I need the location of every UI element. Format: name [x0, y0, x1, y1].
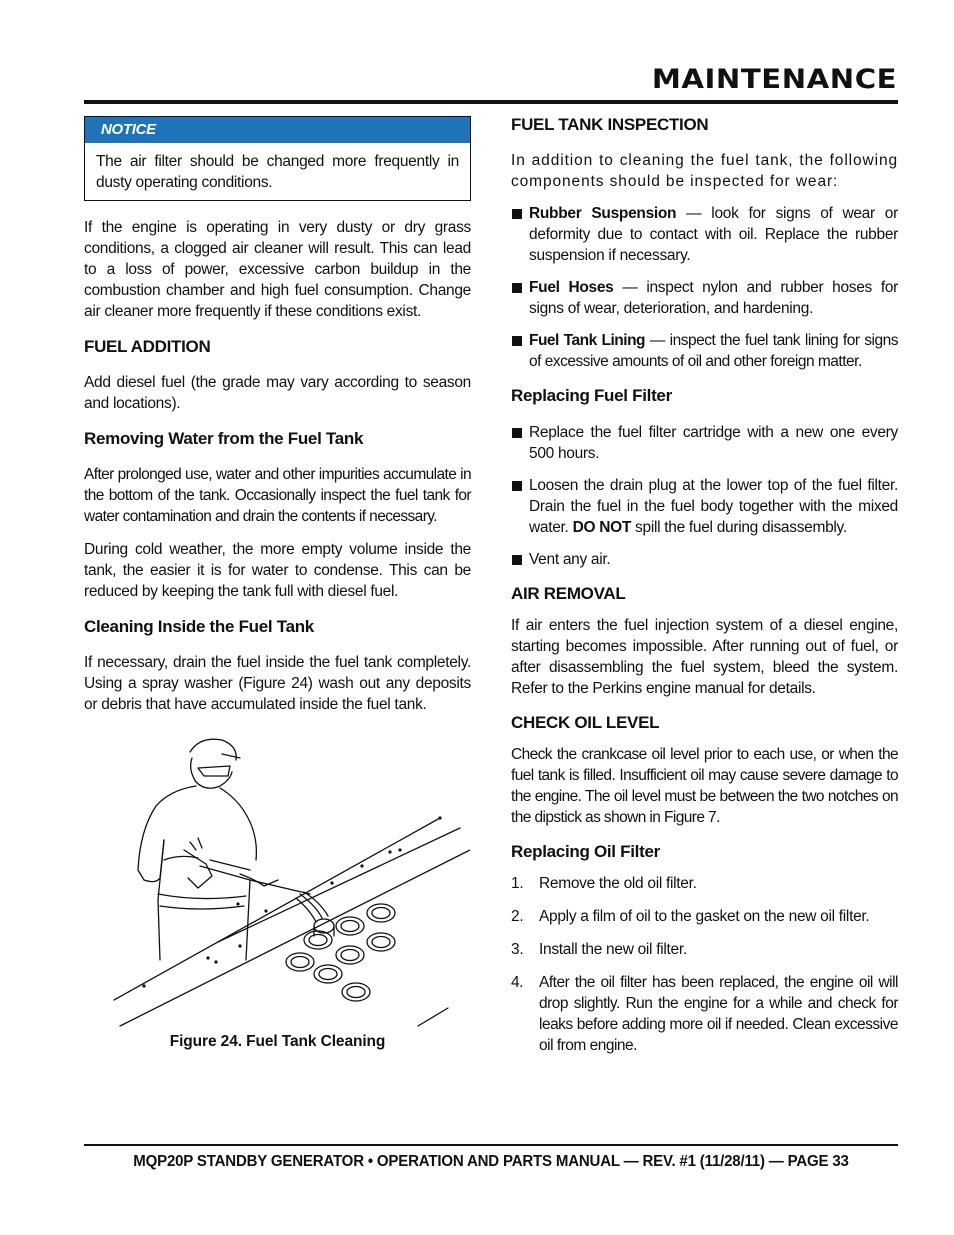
step-number: 4.: [511, 974, 523, 991]
list-item: [511, 203, 898, 266]
heading-fuel-tank-inspection: FUEL TANK INSPECTION: [511, 115, 709, 134]
fuel-addition-text: Add diesel fuel (the grade may vary according to season and locations).: [84, 374, 471, 412]
page-title: MAINTENANCE: [651, 64, 897, 95]
page-footer: MQP20P STANDBY GENERATOR • OPERATION AND PARTS MANUAL — REV. #1 (11/28/11) — PAGE 33: [133, 1153, 849, 1170]
item-text: Replace the fuel filter cartridge with a new one every 500 hours.: [529, 424, 898, 462]
item-text: Loosen the drain plug at the lower top of the fuel filter. Drain the fuel in the fuel body together with the mixed water.: [529, 477, 898, 536]
heading-replacing-fuel-filter: Replacing Fuel Filter: [511, 386, 672, 405]
bullet-square-icon: [512, 209, 522, 219]
step-number: 2.: [511, 908, 524, 925]
air-filter-paragraph: If the engine is operating in very dusty or dry grass conditions, a clogged air cleaner will result. This can lead to a loss of power, excessive carbon buildup in the combustion chamber and high fuel consumption. Change air cleaner more frequently if these conditions exist.: [84, 219, 471, 320]
left-column: [84, 116, 471, 715]
heading-cleaning: Cleaning Inside the Fuel Tank: [84, 617, 314, 636]
bullet-square-icon: [512, 428, 522, 438]
item-emphasis: DO NOT: [572, 519, 632, 536]
item-text: spill the fuel during disassembly.: [631, 519, 847, 536]
step-number: 1.: [511, 875, 524, 892]
oil-level-text: Check the crankcase oil level prior to each use, or when the fuel tank is filled. Insufficient oil may cause severe damage to the engine. The oil level must be between the two notches on the dipstick as shown in Figure 7.: [511, 746, 898, 826]
header-rule: [84, 100, 898, 104]
list-item: [511, 939, 898, 960]
fuel-tank-cleaning-illustration: [100, 730, 470, 1030]
list-item: [511, 906, 898, 927]
heading-replacing-oil-filter: Replacing Oil Filter: [511, 842, 660, 861]
step-number: 3.: [511, 941, 524, 958]
list-item: [511, 873, 898, 894]
bullet-square-icon: [512, 481, 522, 491]
bullet-square-icon: [512, 283, 522, 293]
notice-box: [84, 116, 471, 201]
bullet-square-icon: [512, 555, 522, 565]
item-term: Fuel Tank Lining: [529, 332, 646, 349]
step-text: Remove the old oil filter.: [539, 875, 697, 892]
item-text: — inspect nylon and rubber hoses for signs of wear, deterioration, and hardening.: [529, 279, 899, 317]
step-text: Apply a film of oil to the gasket on the new oil filter.: [539, 908, 870, 925]
removing-water-p1: After prolonged use, water and other impurities accumulate in the bottom of the tank. Occasionally inspect the fuel tank for water contamination and drain the contents if necessary.: [84, 466, 471, 525]
item-text: — inspect the fuel tank lining for signs of excessive amounts of oil and other foreign matter.: [529, 332, 898, 370]
heading-removing-water: Removing Water from the Fuel Tank: [84, 429, 364, 448]
item-term: Fuel Hoses: [529, 279, 614, 296]
heading-check-oil-level: CHECK OIL LEVEL: [511, 713, 660, 732]
list-item: [511, 972, 898, 1056]
list-item: [511, 422, 898, 464]
list-item: [511, 330, 898, 372]
inspection-intro: In addition to cleaning the fuel tank, the following components should be inspected for wear:: [511, 152, 898, 190]
item-term: Rubber Suspension: [529, 205, 677, 222]
removing-water-p2: During cold weather, the more empty volume inside the tank, the easier it is for water to condense. This can be reduced by keeping the tank full with diesel fuel.: [84, 541, 471, 600]
heading-fuel-addition: FUEL ADDITION: [84, 337, 211, 356]
list-item: [511, 549, 898, 570]
list-item: [511, 475, 898, 538]
footer-rule: [84, 1144, 898, 1146]
step-text: After the oil filter has been replaced, the engine oil will drop slightly. Run the engine for a while and check for leaks before adding more oil if needed. Clean excessive oil from engine.: [539, 974, 898, 1054]
notice-text: The air filter should be changed more frequently in dusty operating conditions.: [96, 153, 459, 191]
item-text: Vent any air.: [529, 551, 611, 568]
air-removal-text: If air enters the fuel injection system of a diesel engine, starting becomes impossible. After running out of fuel, or after disassembling the fuel system, bleed the system. Refer to the Perkins engine manual for details.: [511, 617, 898, 697]
figure-caption: Figure 24. Fuel Tank Cleaning: [169, 1033, 386, 1050]
bullet-square-icon: [512, 336, 522, 346]
heading-air-removal: AIR REMOVAL: [511, 584, 626, 603]
right-column: [511, 114, 898, 1056]
list-item: [511, 277, 898, 319]
filler-caps: [286, 904, 395, 1001]
step-text: Install the new oil filter.: [539, 941, 687, 958]
cleaning-text: If necessary, drain the fuel inside the fuel tank completely. Using a spray washer (Figure 24) wash out any deposits or debris that have accumulated inside the fuel tank.: [84, 654, 471, 713]
notice-label: NOTICE: [85, 117, 470, 143]
item-text: — look for signs of wear or deformity due to contact with oil. Replace the rubber suspension if necessary.: [529, 205, 898, 264]
